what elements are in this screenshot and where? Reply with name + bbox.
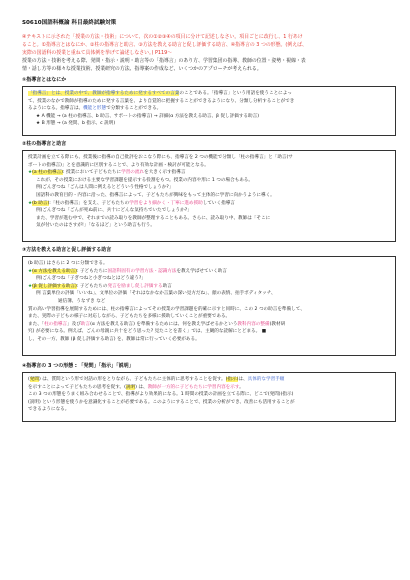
s3-keyword: 国語科固有の学習方法・認識方法 — [107, 268, 177, 274]
s2-term: (b 助言) — [32, 200, 50, 206]
s2-text: : 授業において子どもたちに — [62, 170, 122, 176]
s4-term: 説明 — [125, 384, 136, 390]
s3-text: また、「 — [28, 321, 45, 327]
s1-text: で分類することができる。 — [106, 106, 162, 112]
s3-text: (α 方法を教える助言) を準備するためには、何を教え学ばせるかという — [90, 321, 238, 327]
section-3-title: ③方法を教える助言と促し評価する助言 — [22, 247, 112, 253]
star-icon: ★ — [28, 268, 33, 274]
s3-keyword: 教科内容の整備 — [237, 321, 270, 327]
s3-text: : 子どもたちに — [76, 268, 108, 274]
s3-text: 」及び — [67, 321, 81, 327]
s2-text: 授業計画を立てる際にも、授業後に指導の自己批評をおこなう際にも、指導言を 2 つの機能で分類し「柱の指導言」と「助言(サ — [28, 155, 293, 160]
section-1-title: ①指導言とはなにか — [22, 77, 67, 83]
s3-keyword: 助言 — [80, 321, 91, 327]
s4-text: ( — [28, 377, 30, 382]
s3-text: (教材研 — [269, 321, 286, 327]
s2-text: また、学習が進む中で、それまでの読み取りを教師が整理することもある。さらに、読み取り中、教師は「そこに — [36, 215, 271, 221]
intro-line: 実際の国語科の授業と重ねて具体例を挙げて論述しなさい。) P119〜 — [22, 50, 173, 57]
s1-keyword: 「指導言」とは、授業の中で、教師が指導するために発するすべての言葉 — [28, 91, 180, 96]
s2-keyword: 学習の流れ — [121, 170, 145, 176]
star-icon: ★ — [28, 283, 33, 289]
intro-line: ること。①指導言とはなにか、②柱の指導言と助言、③方法を教える助言と促し評価する助言、④指導言の 3 つの形態。(例えば、 — [22, 42, 307, 49]
intro-block — [22, 33, 396, 73]
section-4-title: ④指導言の 3 つの形態 : 「発問」「指示」「説明」 — [22, 363, 134, 369]
s3-text: また、実際の子どもの様子に対応しながら、子どもたちを多様に援助していくことが重要である。 — [28, 314, 231, 320]
s2-text: していく指導言 — [202, 200, 235, 206]
star-icon: ★ — [28, 200, 33, 206]
s1-text: て、授業のなかで教師が指導のために発する言葉を、より自覚的に把握することができるようになり、分類し分析することができ — [28, 98, 295, 104]
s2-text: これが、その授業における主要な学習課題を提示する役割をもつ。授業の内容や形に 1 つの場合もある。 — [36, 177, 253, 183]
s3-example: 例)ごんぎつね「子ぎつねと小ぎつねとはどう違う?」 — [36, 276, 146, 282]
s1-keyword: 機能と形態 — [83, 106, 107, 112]
s3-text: 助言 — [162, 283, 172, 289]
s3-text: 究) が必要になる。例えば、ごんの母親に兵十をどう思った? 見たことを書く」では、主観的な読解にとどまる。 ■ — [28, 329, 267, 335]
s2-text: 気が付いたのはさすが!」「なるほど」という助言も行う。 — [36, 223, 155, 229]
s4-keyword: 具体的な学習手順 — [247, 377, 285, 382]
s2-example: 例)ごんぎつね「ごんが死ぬ前に、兵十にどんな気持ちでいたでしょうか?」 — [36, 208, 192, 214]
s2-text: :「柱の指導言」を支え、子どもたちの — [49, 200, 130, 206]
s3-text: 質の高い学習指導を展開するためには、柱の指導言によってその授業の学習課題を的確に示すと同時に、この 2 つの助言を準備して、 — [28, 306, 305, 312]
s4-keyword: 教師が一方的に子どもたちに学習内容を示す — [147, 384, 240, 390]
s1-form-line: ★ B 形態 → (a 発問、b 指示、c 説明) — [36, 121, 116, 127]
s1-text: るようになる。指導言は、 — [28, 106, 84, 112]
s4-text: ) は、 — [135, 384, 148, 390]
s2-text: を大きく示す指導言 — [144, 170, 186, 176]
s3-term: (β 促し評価する助言) — [32, 283, 77, 289]
s1-function-line: ★ A 機能 → (a 柱の指導言、b 助言、サポートの指導言) → 詳細(α 方法を教える助言、β 促し評価する助言) — [36, 113, 259, 119]
s4-text: この 3 つの形態をうまく組み合わせることで、指導がより効果的になる。1 時間の授業の計画を立てる際に、どこで(発問)(指示) — [28, 392, 294, 398]
section-2-box — [22, 150, 396, 242]
s3-keyword: 柱の指導言 — [44, 321, 68, 327]
intro-line: ④テキストに示された「授業の方法・技術」について、次の①②③④の項目に分けて記述しなさい。項目ごとに改行し、1 行あけ — [22, 34, 303, 40]
s4-term: (指示) — [225, 377, 239, 382]
s3-term: (α 方法を教える助言) — [32, 268, 77, 274]
document-title: S0610国語科概論 科目最終試験対策 — [22, 20, 117, 26]
s4-text: (説明) という形態を使うかを意識化することが必要である。このようにすることで、授業の分析ができ、改善にも活用することが — [28, 399, 295, 405]
s4-text: ) は、質問という形で対話の形をとりながら、子どもたちに主体的に思考することを促す。 — [39, 377, 226, 382]
s2-text: 国語科の教育目的・内容に沿った、指導言によって、子どもたちが興味をもって主体的に学習に向かうように導く。 — [36, 192, 275, 198]
star-icon: ★ — [28, 170, 33, 176]
s1-text: のことである。「指導言」という用語を使うことによっ — [179, 91, 292, 96]
intro-line: 情・話し方等の様々な授業技術、授業研究の方法、指導案の作成など、いくつかのアプローチが考えられる。 — [22, 66, 262, 73]
section-3-box — [22, 256, 396, 356]
section-4-box — [22, 372, 396, 422]
s4-text: は、 — [238, 377, 248, 382]
s2-keyword: 学習をより細かく・丁寧に進め援助 — [129, 200, 203, 206]
s3-keyword: 発言を励まし促し評価する — [107, 283, 163, 289]
intro-line: 授業の方法・技術を考える際、発問・指示・説明・助言等の「指導言」のあり方、学習集団の指導、教師の位置・姿勢・視線・表 — [22, 58, 306, 65]
section-1-box — [22, 86, 396, 136]
s3-text: し、その一方、教師 (β 促し評価する助言) を、教師は常に行っていく必要がある。 — [28, 336, 200, 342]
s3-text: (b 助言) はさらに 2 つに分類できる。 — [28, 261, 108, 266]
section-2-title: ②柱の指導言と助言 — [22, 141, 67, 147]
s4-term: 発問 — [29, 377, 39, 382]
s2-term: (a 柱の指導言) — [32, 170, 63, 176]
s3-example: 例 言葉単位の評価「いいね」、文単位の評価「それはなかなか言葉の深い見方だね」、顔の表情、拍手ボディタッチ、 — [36, 291, 276, 297]
s4-text: を示すことによって子どもたちの思考を促す。( — [28, 384, 126, 390]
s3-example: 通信簿、うなずき など — [58, 298, 106, 304]
s4-text: 。 — [239, 384, 244, 390]
s2-example: 例)ごんぎつね「ごんは人間に例えるとどういう性格でしょうか?」 — [36, 185, 174, 191]
s3-text: : 子どもたちの — [76, 283, 108, 289]
s4-text: できるようになる。 — [28, 407, 70, 413]
s2-text: ポートの指導言)」とを意識的に区別することで、より有効な計画・検討が可能となる。 — [28, 162, 209, 168]
s3-text: を教え学ばせていく助言 — [176, 268, 227, 274]
